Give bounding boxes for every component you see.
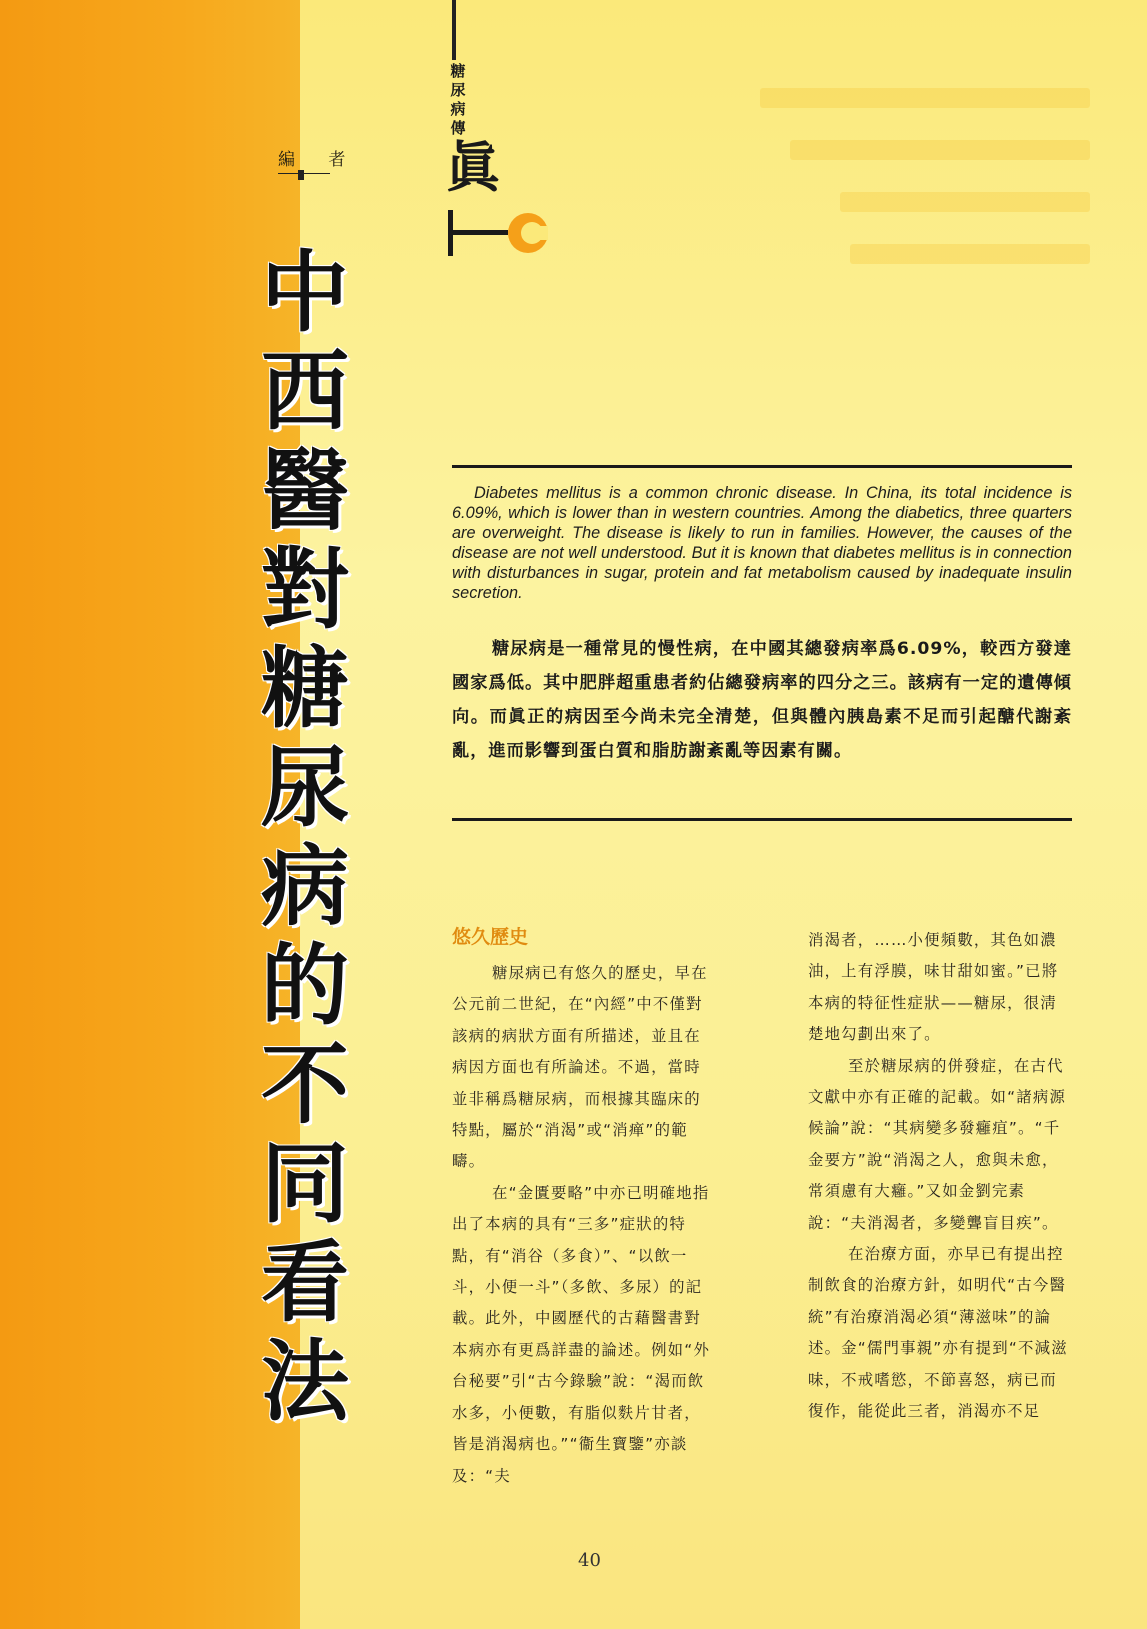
abstract-top-rule <box>452 465 1072 468</box>
body-column-right <box>808 925 1070 1428</box>
faded-background-text <box>760 88 1100 296</box>
title-char: 不 <box>260 1033 349 1136</box>
body-column-left <box>452 958 714 1492</box>
column-logo-text: 糖尿病傳 <box>450 62 466 137</box>
paragraph: 消渴者，……小便頻數，其色如濃油，上有浮膜，味甘甜如蜜。”已將本病的特征性症狀——糖尿，很淸楚地勾劃出來了。 <box>808 931 1059 1044</box>
page-number: 40 <box>578 1550 601 1571</box>
title-char: 中 <box>260 241 349 344</box>
title-char: 病 <box>260 835 349 938</box>
title-char: 西 <box>260 340 349 443</box>
abstract-english: Diabetes mellitus is a common chronic disease. In China, its total incidence is 6.09%, which is lower than in western countries. Among the diabetics, three quarters are overweight. The disease is likely to run in families. However, the causes of the disease are not well understood. But it is known that diabetes mellitus is in connection with disturbances in sugar, protein and fat metabolism caused by inadequate insulin secretion. <box>452 484 1072 602</box>
title-char: 同 <box>260 1132 349 1235</box>
editor-underline <box>278 173 330 174</box>
paragraph: 在治療方面，亦早已有提出控制飲食的治療方針，如明代“古今醫統”有治療消渴必須“薄滋味”的論述。金“儒門事親”亦有提到“不減滋味，不戒嗜慾，不節喜怒，病已而復作，能從此三者，消渴亦不足 <box>808 1245 1068 1421</box>
section-heading: 悠久歷史 <box>452 926 529 948</box>
article-title <box>255 241 355 1436</box>
column-logo-bar <box>452 0 456 60</box>
title-char: 看 <box>260 1231 349 1334</box>
editor-label: 編 者 <box>278 150 360 170</box>
paragraph: 在“金匱要略”中亦已明確地指出了本病的具有“三多”症狀的特點，有“消谷（多食）”、“以飲一斗，小便一斗”（多飲、多尿）的記載。此外，中國歷代的古藉醫書對本病亦有更爲詳盡的論述。例如“外台秘要”引“古今錄驗”說：“渴而飲水多，小便數，有脂似麩片甘者，皆是消渴病也。”“衞生寶鑒”亦談及：“夫 <box>452 1183 711 1485</box>
title-char: 醫 <box>260 439 349 542</box>
paragraph: 糖尿病已有悠久的歷史，早在公元前二世紀，在“內經”中不僅對該病的病狀方面有所描述，並且在病因方面也有所論述。不過，當時並非稱爲糖尿病，而根據其臨床的特點，屬於“消渴”或“消瘅”的範疇。 <box>452 964 708 1171</box>
title-char: 對 <box>260 538 349 641</box>
abstract-chinese: 糖尿病是一種常見的慢性病，在中國其總發病率爲6.09%，較西方發達國家爲低。其中肥胖超重患者約佔總發病率的四分之三。該病有一定的遺傳傾向。而眞正的病因至今尚未完全清楚，但與體內胰島素不足而引起醣代謝紊亂，進而影響到蛋白質和脂肪謝紊亂等因素有關。 <box>452 639 1072 761</box>
abstract-bottom-rule <box>452 818 1072 821</box>
column-logo-big-char: 眞 <box>446 135 500 199</box>
title-char: 法 <box>260 1330 349 1433</box>
editor-mark <box>298 170 304 180</box>
title-char: 糖 <box>260 637 349 740</box>
hc-logo-icon <box>448 210 568 260</box>
title-char: 的 <box>260 934 349 1037</box>
paragraph: 至於糖尿病的併發症，在古代文獻中亦有正確的記載。如“諸病源候論”說：“其病變多發癰疽”。“千金要方”說“消渴之人，愈與未愈，常須慮有大癰。”又如金劉完素說：“夫消渴者，多變聾盲目疾”。 <box>808 1056 1067 1232</box>
title-char: 尿 <box>260 736 349 839</box>
